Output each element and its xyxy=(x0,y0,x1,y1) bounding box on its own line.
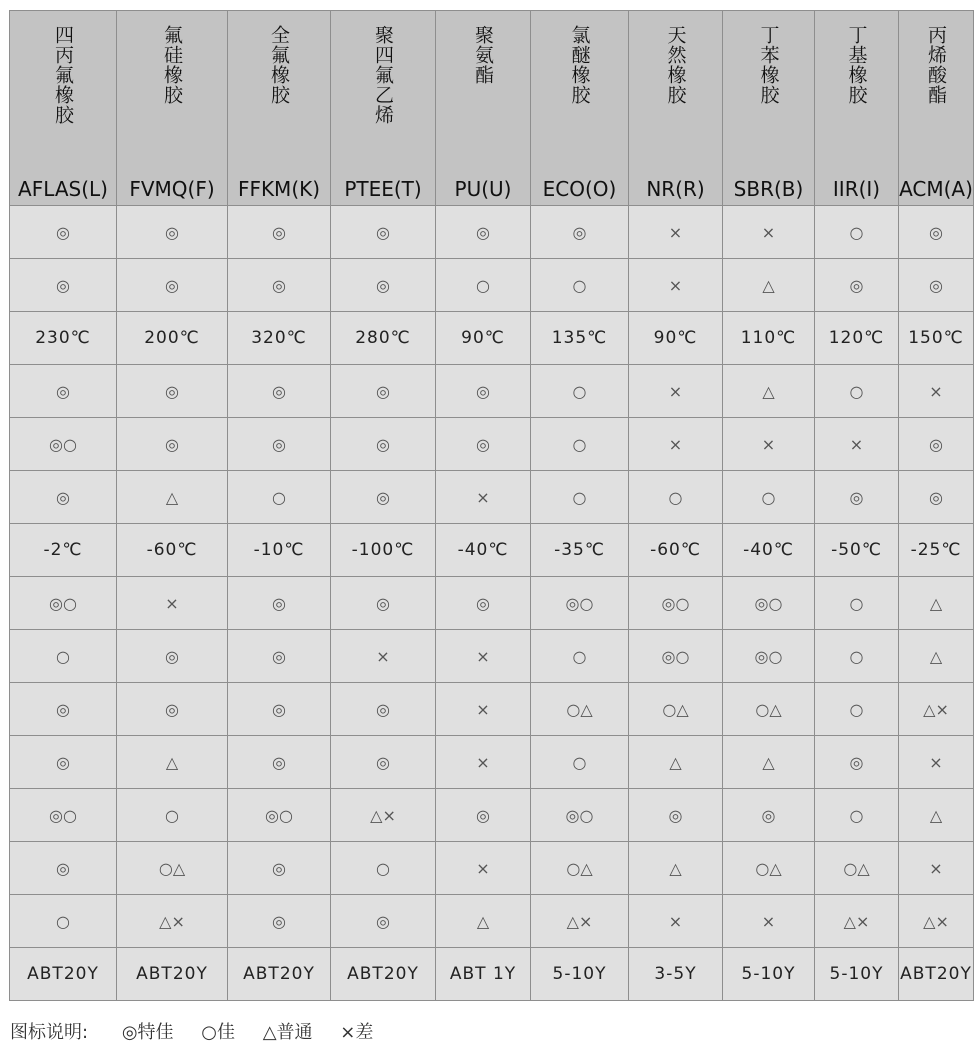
table-cell: 90℃ xyxy=(629,312,723,365)
table-cell: ◎ xyxy=(228,842,331,895)
table-cell: ◎ xyxy=(228,630,331,683)
table-cell: ◎ xyxy=(117,365,228,418)
column-header xyxy=(117,11,228,206)
table-cell: ◎ xyxy=(228,206,331,259)
material-name: 聚氨酯 xyxy=(472,25,494,85)
table-cell: △ xyxy=(629,736,723,789)
column-header xyxy=(723,11,815,206)
table-cell: ○ xyxy=(815,365,899,418)
material-name: 天然橡胶 xyxy=(664,25,687,105)
table-cell: ABT20Y xyxy=(10,948,117,1001)
table-cell: △ xyxy=(723,736,815,789)
table-cell: 5-10Y xyxy=(815,948,899,1001)
table-cell: 110℃ xyxy=(723,312,815,365)
material-code: PU(U) xyxy=(454,177,512,201)
material-code: IIR(I) xyxy=(832,177,881,201)
table-cell: 135℃ xyxy=(531,312,629,365)
table-cell: ◎ xyxy=(117,630,228,683)
table-cell: ◎ xyxy=(10,365,117,418)
material-code: FVMQ(F) xyxy=(129,177,215,201)
table-cell: ○ xyxy=(531,630,629,683)
table-cell: ABT20Y xyxy=(899,948,974,1001)
table-cell: ◎ xyxy=(117,683,228,736)
table-cell: ◎ xyxy=(331,259,436,312)
column-header xyxy=(228,11,331,206)
table-cell: ◎ xyxy=(228,259,331,312)
table-cell: ○ xyxy=(815,789,899,842)
table-cell: ◎○ xyxy=(228,789,331,842)
table-cell: ◎ xyxy=(10,683,117,736)
table-cell: -10℃ xyxy=(228,524,331,577)
table-row xyxy=(10,842,974,895)
legend xyxy=(10,1018,395,1044)
table-cell: ○ xyxy=(531,365,629,418)
table-cell: 120℃ xyxy=(815,312,899,365)
table-cell: ◎ xyxy=(815,259,899,312)
table-cell: ABT20Y xyxy=(331,948,436,1001)
column-header xyxy=(10,11,117,206)
table-cell: × xyxy=(117,577,228,630)
table-cell: ○△ xyxy=(723,683,815,736)
table-cell: ○ xyxy=(10,630,117,683)
table-row xyxy=(10,948,974,1001)
table-cell: × xyxy=(723,206,815,259)
table-cell: ○ xyxy=(815,206,899,259)
table-cell: ○ xyxy=(531,471,629,524)
table-cell: ◎ xyxy=(899,471,974,524)
table-cell: ○△ xyxy=(629,683,723,736)
table-cell: ◎ xyxy=(10,471,117,524)
table-row xyxy=(10,577,974,630)
table-cell: ◎ xyxy=(436,206,531,259)
table-cell: -40℃ xyxy=(723,524,815,577)
table-row xyxy=(10,630,974,683)
table-cell: ◎ xyxy=(10,206,117,259)
table-cell: × xyxy=(629,259,723,312)
table-cell: ◎ xyxy=(228,365,331,418)
table-cell: 3-5Y xyxy=(629,948,723,1001)
table-cell: △ xyxy=(899,789,974,842)
table-cell: × xyxy=(436,736,531,789)
table-cell: ◎ xyxy=(228,895,331,948)
table-cell: ◎ xyxy=(10,842,117,895)
table-row xyxy=(10,736,974,789)
table-cell: ABT 1Y xyxy=(436,948,531,1001)
table-cell: × xyxy=(436,630,531,683)
table-cell: ◎○ xyxy=(10,418,117,471)
table-cell: △ xyxy=(899,577,974,630)
table-cell: -100℃ xyxy=(331,524,436,577)
table-cell: 90℃ xyxy=(436,312,531,365)
table-cell: ○ xyxy=(331,842,436,895)
table-cell: ◎ xyxy=(117,418,228,471)
material-name: 氟硅橡胶 xyxy=(161,25,183,105)
table-cell: ○△ xyxy=(723,842,815,895)
table-cell: ◎ xyxy=(10,259,117,312)
table-row xyxy=(10,312,974,365)
table-cell: ◎ xyxy=(228,683,331,736)
table-cell: × xyxy=(899,365,974,418)
table-cell: 230℃ xyxy=(10,312,117,365)
column-header xyxy=(629,11,723,206)
table-cell: ○△ xyxy=(531,683,629,736)
table-cell: × xyxy=(815,418,899,471)
material-name: 氯醚橡胶 xyxy=(568,25,591,105)
table-cell: ◎ xyxy=(723,789,815,842)
table-row xyxy=(10,259,974,312)
material-code: NR(R) xyxy=(646,177,705,201)
table-row xyxy=(10,895,974,948)
material-properties-table xyxy=(9,10,974,1001)
table-cell: ◎○ xyxy=(10,577,117,630)
table-cell: △ xyxy=(117,736,228,789)
table-cell: △ xyxy=(723,365,815,418)
table-cell: ◎ xyxy=(331,736,436,789)
table-cell: ◎○ xyxy=(723,577,815,630)
table-cell: ABT20Y xyxy=(228,948,331,1001)
table-cell: 150℃ xyxy=(899,312,974,365)
table-cell: ◎○ xyxy=(629,630,723,683)
legend-title: 图标说明: xyxy=(10,1022,89,1043)
table-cell: ◎ xyxy=(436,365,531,418)
table-row xyxy=(10,365,974,418)
table-cell: × xyxy=(629,365,723,418)
table-cell: ◎○ xyxy=(531,577,629,630)
table-cell: ○ xyxy=(436,259,531,312)
table-cell: × xyxy=(629,895,723,948)
table-cell: ◎ xyxy=(10,736,117,789)
table-cell: ◎ xyxy=(228,418,331,471)
table-cell: ABT20Y xyxy=(117,948,228,1001)
table-cell: ◎ xyxy=(899,259,974,312)
table-cell: △× xyxy=(899,895,974,948)
material-code: PTEE(T) xyxy=(344,177,422,201)
table-cell: ○ xyxy=(815,630,899,683)
table-cell: 280℃ xyxy=(331,312,436,365)
table-cell: ○ xyxy=(815,683,899,736)
table-cell: ◎ xyxy=(436,418,531,471)
table-cell: ◎○ xyxy=(531,789,629,842)
table-cell: -25℃ xyxy=(899,524,974,577)
table-cell: △ xyxy=(436,895,531,948)
table-cell: ◎ xyxy=(531,206,629,259)
table-cell: ○ xyxy=(10,895,117,948)
column-header xyxy=(436,11,531,206)
table-cell: 200℃ xyxy=(117,312,228,365)
table-cell: ○△ xyxy=(815,842,899,895)
table-cell: 5-10Y xyxy=(723,948,815,1001)
table-cell: △× xyxy=(815,895,899,948)
table-cell: ◎ xyxy=(436,577,531,630)
table-cell: × xyxy=(899,842,974,895)
table-cell: △ xyxy=(899,630,974,683)
table-cell: ◎ xyxy=(331,206,436,259)
table-cell: × xyxy=(436,683,531,736)
column-header xyxy=(815,11,899,206)
table-row xyxy=(10,471,974,524)
table-cell: ◎○ xyxy=(10,789,117,842)
table-cell: ◎ xyxy=(629,789,723,842)
legend-good: ○佳 xyxy=(201,1022,235,1043)
table-cell: △ xyxy=(117,471,228,524)
column-header xyxy=(531,11,629,206)
table-cell: × xyxy=(436,842,531,895)
legend-fair: △普通 xyxy=(262,1022,313,1043)
material-name: 丙烯酸酯 xyxy=(925,25,947,105)
table-cell: ◎ xyxy=(331,683,436,736)
material-name: 聚四氟乙烯 xyxy=(372,25,394,125)
table-cell: ◎ xyxy=(815,736,899,789)
table-cell: × xyxy=(723,895,815,948)
table-cell: × xyxy=(899,736,974,789)
header-row xyxy=(10,11,974,206)
table-cell: ◎ xyxy=(228,577,331,630)
table-header xyxy=(10,11,974,206)
table-body xyxy=(10,206,974,1001)
table-cell: -60℃ xyxy=(629,524,723,577)
table-cell: 320℃ xyxy=(228,312,331,365)
table-cell: △× xyxy=(531,895,629,948)
column-header xyxy=(331,11,436,206)
table-cell: ◎ xyxy=(331,471,436,524)
material-name: 丁基橡胶 xyxy=(845,25,868,105)
table-cell: △ xyxy=(723,259,815,312)
column-header xyxy=(899,11,974,206)
table-cell: -60℃ xyxy=(117,524,228,577)
table-cell: ◎ xyxy=(436,789,531,842)
table-cell: ◎ xyxy=(815,471,899,524)
table-cell: △× xyxy=(899,683,974,736)
table-cell: -35℃ xyxy=(531,524,629,577)
material-name: 四丙氟橡胶 xyxy=(52,25,74,125)
material-name: 丁苯橡胶 xyxy=(757,25,780,105)
table-cell: ○ xyxy=(531,736,629,789)
table-cell: ◎ xyxy=(899,418,974,471)
table-cell: ◎ xyxy=(228,736,331,789)
table-cell: ◎○ xyxy=(629,577,723,630)
legend-poor: ×差 xyxy=(340,1022,374,1043)
table-row xyxy=(10,683,974,736)
table-cell: × xyxy=(436,471,531,524)
table-row xyxy=(10,789,974,842)
table-row xyxy=(10,206,974,259)
table-cell: ○ xyxy=(117,789,228,842)
table-cell: ◎○ xyxy=(723,630,815,683)
table-cell: ◎ xyxy=(331,365,436,418)
table-cell: × xyxy=(723,418,815,471)
table-cell: △× xyxy=(331,789,436,842)
table-cell: × xyxy=(629,418,723,471)
table-cell: ○ xyxy=(531,418,629,471)
table-cell: ○ xyxy=(531,259,629,312)
material-name: 全氟橡胶 xyxy=(268,25,290,105)
table-cell: ◎ xyxy=(331,418,436,471)
table-cell: ○ xyxy=(815,577,899,630)
table-cell: ○△ xyxy=(531,842,629,895)
table-cell: △ xyxy=(629,842,723,895)
table-cell: ◎ xyxy=(899,206,974,259)
table-cell: -40℃ xyxy=(436,524,531,577)
table-cell: × xyxy=(331,630,436,683)
table-row xyxy=(10,418,974,471)
table-cell: ○ xyxy=(629,471,723,524)
table-cell: ◎ xyxy=(331,577,436,630)
table-cell: ○ xyxy=(228,471,331,524)
table-cell: -2℃ xyxy=(10,524,117,577)
table-cell: ◎ xyxy=(117,206,228,259)
table-cell: △× xyxy=(117,895,228,948)
material-code: ECO(O) xyxy=(542,177,617,201)
table-cell: -50℃ xyxy=(815,524,899,577)
table-cell: 5-10Y xyxy=(531,948,629,1001)
material-code: FFKM(K) xyxy=(237,177,321,201)
table-cell: × xyxy=(629,206,723,259)
table-cell: ○ xyxy=(723,471,815,524)
material-code: ACM(A) xyxy=(899,177,973,201)
table-cell: ◎ xyxy=(331,895,436,948)
material-code: SBR(B) xyxy=(733,177,804,201)
material-code: AFLAS(L) xyxy=(18,177,108,201)
table-cell: ◎ xyxy=(117,259,228,312)
table-row xyxy=(10,524,974,577)
table-cell: ○△ xyxy=(117,842,228,895)
legend-excellent: ◎特佳 xyxy=(121,1022,174,1043)
